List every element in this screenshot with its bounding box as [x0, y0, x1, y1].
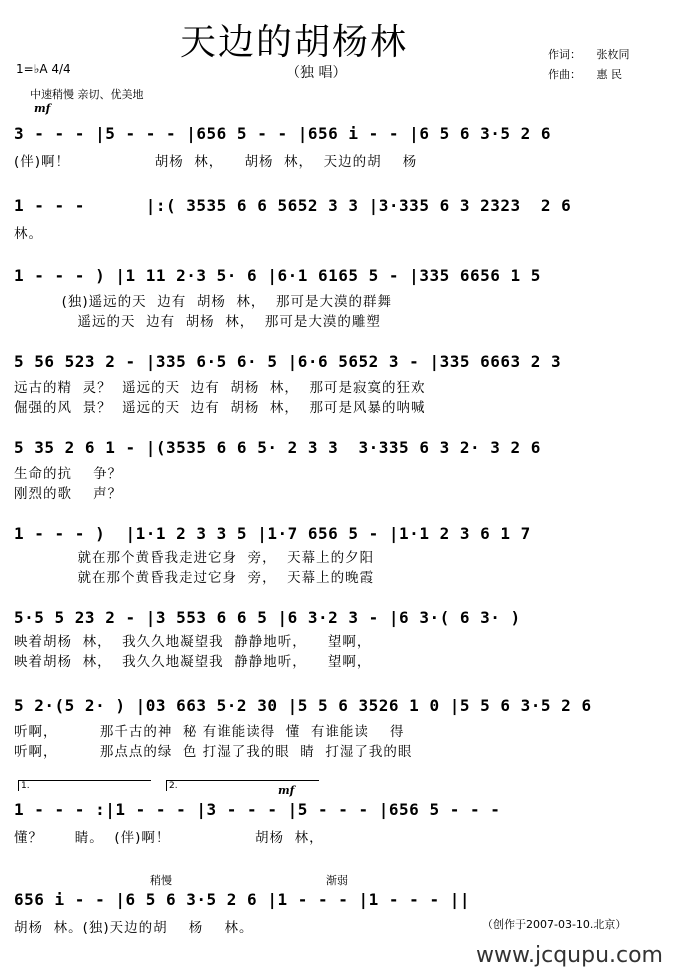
lyric-line: 遥远的天 边有 胡杨 林， 那可是大漠的雕塑 [14, 314, 381, 330]
ritardando-marking: 稍慢 [150, 874, 172, 887]
lyric-line: 映着胡杨 林， 我久久地凝望我 静静地听， 望啊， [14, 654, 372, 670]
lyric-line: 胡杨 林。(独)天边的胡 杨 林。 [14, 920, 254, 936]
lyricist-credit [548, 46, 630, 62]
notation-line: 1 - - - ) |1 11 2·3 5· 6 |6·1 6165 5 - |335 6656 1 5 [14, 266, 541, 285]
lyric-line: 听啊， 那千古的神 秘 有谁能读得 懂 有谁能读 得 [14, 724, 405, 740]
notation-line: 1 - - - ) |1·1 2 3 3 5 |1·7 656 5 - |1·1 2 3 6 1 7 [14, 524, 531, 543]
lyric-line: 映着胡杨 林， 我久久地凝望我 静静地听， 望啊， [14, 634, 372, 650]
lyric-line: 就在那个黄昏我走进它身 旁， 天幕上的夕阳 [14, 550, 375, 566]
composition-date: （创作于2007-03-10.北京） [482, 918, 627, 931]
notation-line: 1 - - - |:( 3535 6 6 5652 3 3 |3·335 6 3 2323 2 6 [14, 196, 572, 215]
lyric-line: (伴)啊！ 胡杨 林， 胡杨 林， 天边的胡 杨 [14, 154, 418, 170]
lyric-line: 远古的精 灵？ 遥远的天 边有 胡杨 林， 那可是寂寞的狂欢 [14, 380, 426, 396]
notation-line: 656 i - - |6 5 6 3·5 2 6 |1 - - - |1 - - - || [14, 890, 470, 909]
lyric-line: (独)遥远的天 边有 胡杨 林， 那可是大漠的群舞 [14, 294, 392, 310]
notation-line: 1 - - - :|1 - - - |3 - - - |5 - - - |656 5 - - - [14, 800, 501, 819]
lyric-line: 生命的抗 争？ [14, 466, 123, 482]
notation-line: 5·5 5 23 2 - |3 553 6 6 5 |6 3·2 3 - |6 3·( 6 3· ) [14, 608, 521, 627]
key-signature: 1=♭A 4/4 [16, 62, 71, 76]
notation-line: 5 35 2 6 1 - |(3535 6 6 5· 2 3 3 3·335 6 3 2· 3 2 6 [14, 438, 541, 457]
composer-label: 作曲： [548, 68, 581, 81]
notation-line: 3 - - - |5 - - - |656 5 - - |656 i - - |6 5 6 3·5 2 6 [14, 124, 552, 143]
first-ending-bracket: 1. [18, 780, 151, 791]
lyric-line: 倔强的风 景？ 遥远的天 边有 胡杨 林， 那可是风暴的呐喊 [14, 400, 426, 416]
performance-type: （独 唱） [286, 65, 347, 81]
notation-line: 5 2·(5 2· ) |03 663 5·2 30 |5 5 6 3526 1 0 |5 5 6 3·5 2 6 [14, 696, 592, 715]
notation-line: 5 56 523 2 - |335 6·5 6· 5 |6·6 5652 3 - |335 6663 2 3 [14, 352, 562, 371]
lyric-line: 林。 [14, 226, 43, 242]
lyricist-name: 张枚同 [596, 48, 630, 61]
lyric-line: 懂？ 睛。 (伴)啊！ 胡杨 林， [14, 830, 324, 846]
dynamic-marking: mf [278, 784, 295, 797]
tempo-marking: 中速稍慢 亲切、优美地 [30, 88, 144, 101]
second-ending-bracket: 2. [166, 780, 319, 791]
composer-credit [548, 66, 622, 82]
song-title: 天边的胡杨林 [180, 22, 409, 63]
lyric-line: 刚烈的歌 声？ [14, 486, 123, 502]
lyricist-label: 作词： [548, 48, 581, 61]
composer-name: 惠 民 [596, 68, 622, 81]
lyric-line: 就在那个黄昏我走过它身 旁， 天幕上的晚霞 [14, 570, 375, 586]
site-watermark: www.jcqupu.com [476, 943, 663, 968]
lyric-line: 听啊， 那点点的绿 色 打湿了我的眼 睛 打湿了我的眼 [14, 744, 413, 760]
dynamic-marking: mf [34, 102, 51, 115]
diminuendo-marking: 渐弱 [326, 874, 348, 887]
